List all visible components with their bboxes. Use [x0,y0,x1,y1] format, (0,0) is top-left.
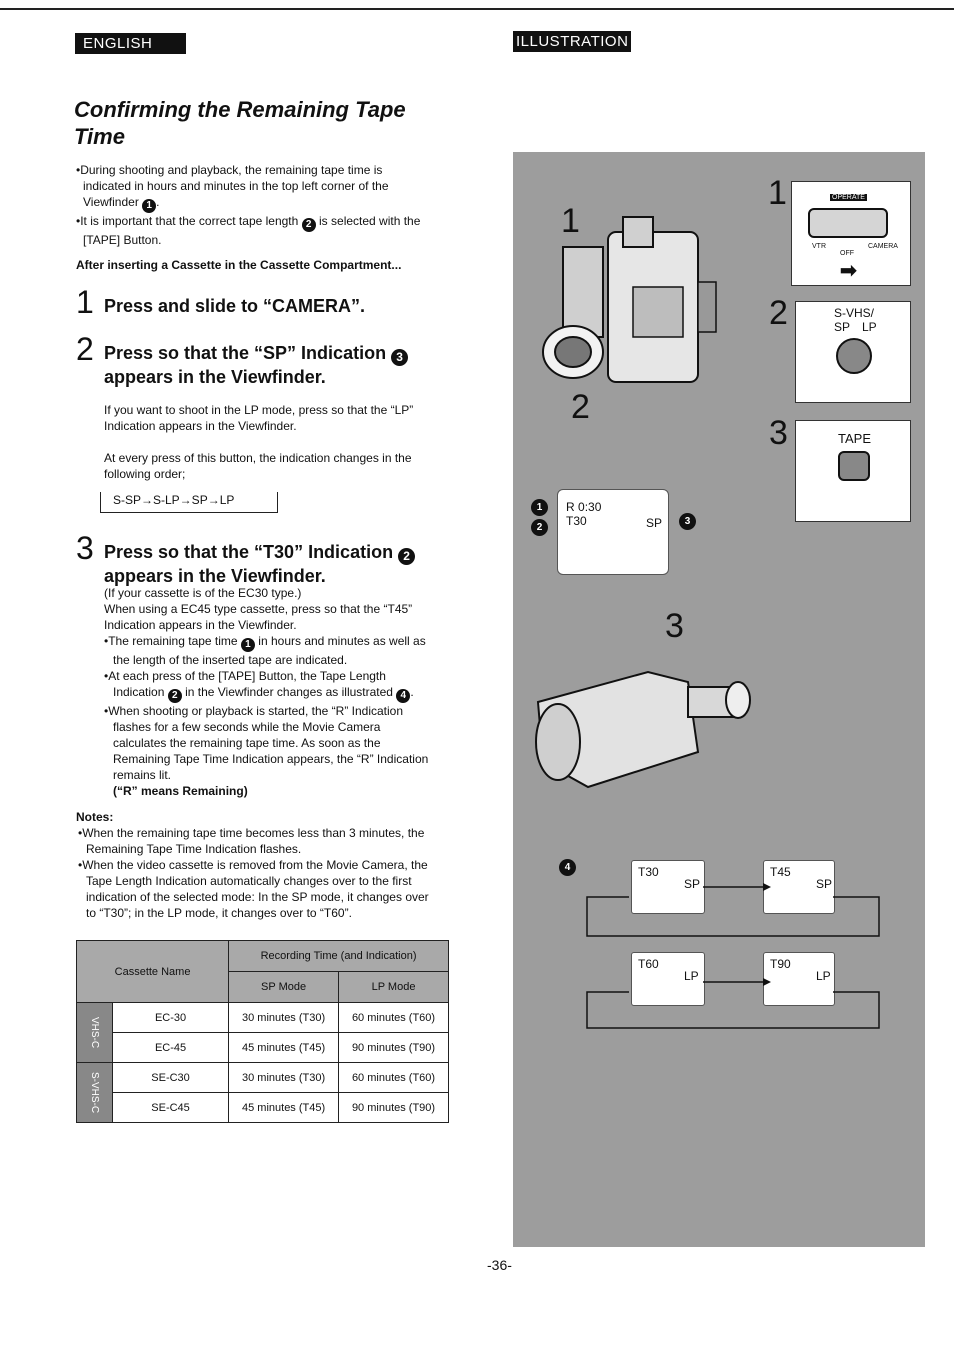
group-label: VHS-C [77,1003,113,1063]
table-row: SE-C45 45 minutes (T45) 90 minutes (T90) [77,1093,449,1123]
illustration-panel [513,152,925,1247]
seq-display-t45: T45 SP [763,860,835,914]
step-2 [76,331,456,507]
after-inserting: After inserting a Cassette in the Cassette Compartment... [76,258,402,272]
title-line-1: Confirming the Remaining Tape [74,97,406,122]
step-3-body: (If your cassette is of the EC30 type.) When using a EC45 type cassette, press so that the “T45” Indication appears in the Viewfinder. •The remaining tape time 1 in hours and minutes as well as the length of the inserted tape are indicated. •At each press of the [TAPE] Button, the Tape Length Indication 2 in the Viewfinder changes as illustrated 4 . •When shooting or playback is started, the “R” Indication flashes for a few seconds while the Movie Camera calculates the remaining tape time. As soon as the Remaining Tape Time Indication appears, the “R” Indication remains lit. (“R” means Remaining) [104,586,429,798]
intro [76,162,456,273]
callout-3-camera: 3 [665,607,684,645]
sp-lp-button[interactable] [836,338,872,374]
col-recording-time: Recording Time (and Indication) [229,941,449,972]
camcorder-side-icon [528,642,758,802]
col-lp-mode: LP Mode [339,972,449,1003]
circle-2-icon: 2 [168,689,182,703]
table-row: EC-45 45 minutes (T45) 90 minutes (T90) [77,1033,449,1063]
vf-r: R [566,500,575,514]
step-text: Press so that the “SP” Indication 3 appears in the Viewfinder. [104,342,408,389]
circle-2-icon: 2 [398,548,415,565]
tape-button-panel [795,420,911,522]
step-text: Press so that the “T30” Indication 2 appears in the Viewfinder. [104,541,415,588]
notes [76,809,456,921]
page-number: -36- [487,1257,512,1273]
note-line: to “T30”; in the LP mode, it changes over to “T60”. [86,906,352,920]
note-line: •When the remaining tape time becomes less than 3 minutes, the [78,826,425,840]
group-label: S-VHS-C [77,1063,113,1123]
off-label: OFF [840,250,854,257]
step-number: 3 [76,530,94,566]
camcorder-front-icon [533,192,723,392]
vtr-label: VTR [812,243,826,250]
col-sp-mode: SP Mode [229,972,339,1003]
circle-3-icon: 3 [391,349,408,366]
circle-2-icon: 2 [302,218,316,232]
note-line: •When the video cassette is removed from the Movie Camera, the [78,858,428,872]
circle-4-icon: 4 [396,689,410,703]
vf-time: 0:30 [578,500,602,514]
notes-heading: Notes: [76,810,114,824]
seq-display-t30: T30 SP [631,860,705,914]
sp-lp-button-panel [795,301,911,403]
viewfinder-display [557,489,669,575]
operate-switch[interactable] [808,208,888,238]
callout-1-camera: 1 [561,202,580,240]
intro-line: [TAPE] Button. [83,233,162,247]
intro-line: Viewfinder 1 . [83,195,160,211]
tape-button[interactable] [838,451,870,481]
circle-1-icon: 1 [142,199,156,213]
svhs-label: S-VHS/ [834,306,875,320]
col-cassette-name: Cassette Name [77,941,229,1003]
operate-switch-panel [791,181,911,286]
intro-line: indicated in hours and minutes in the top left corner of the [83,179,389,193]
vf-t30: T30 [566,514,587,528]
sequence-arrows [583,872,883,1032]
lp-label: LP [862,320,877,334]
callout-3: 3 [769,414,788,452]
note-line: Tape Length Indication automatically changes over to the first [86,874,412,888]
callout-1: 1 [768,174,787,212]
intro-line: •During shooting and playback, the remaining tape time is [76,163,383,177]
step-text: Press and slide to “CAMERA”. [104,296,366,316]
step-number: 2 [76,331,94,367]
note-line: indication of the selected mode: In the SP mode, it changes over [86,890,429,904]
sp-label: SP [834,320,851,334]
note-line: Remaining Tape Time Indication flashes. [86,842,302,856]
circle-2-icon: 2 [531,519,548,536]
circle-4-icon: 4 [559,859,576,876]
callout-2-camera: 2 [571,388,590,426]
illustration-tag: ILLUSTRATION [513,31,631,52]
circle-1-icon: 1 [531,499,548,516]
seq-display-t90: T90 LP [763,952,835,1006]
operate-label: OPERATE [832,194,865,201]
step-3 [76,530,456,798]
table-row: S-VHS-C SE-C30 30 minutes (T30) 60 minutes (T60) [77,1063,449,1093]
vf-sp: SP [646,516,663,530]
table-row: VHS-C EC-30 30 minutes (T30) 60 minutes (T60) [77,1003,449,1033]
step-1 [76,284,366,320]
arrow-right-icon: ➡ [840,260,857,282]
top-rule [0,8,954,10]
step-2-body: If you want to shoot in the LP mode, press so that the “LP” Indication appears in the Viewfinder. At every press of this button, the indication changes in the following order; S-SP→S-LP→SP→LP [104,402,464,513]
camera-label: CAMERA [868,243,898,250]
language-tag: ENGLISH [75,33,186,54]
circle-3-icon: 3 [679,513,696,530]
intro-line: •It is important that the correct tape length 2 is selected with the [76,214,421,230]
recording-time-table [76,940,449,1123]
callout-2: 2 [769,294,788,332]
mode-order: S-SP→S-LP→SP→LP [100,492,278,513]
page-title [74,96,406,150]
seq-display-t60: T60 LP [631,952,705,1006]
title-line-2: Time [74,124,125,149]
circle-1-icon: 1 [241,638,255,652]
step-number: 1 [76,284,94,320]
tape-label: TAPE [838,431,871,446]
